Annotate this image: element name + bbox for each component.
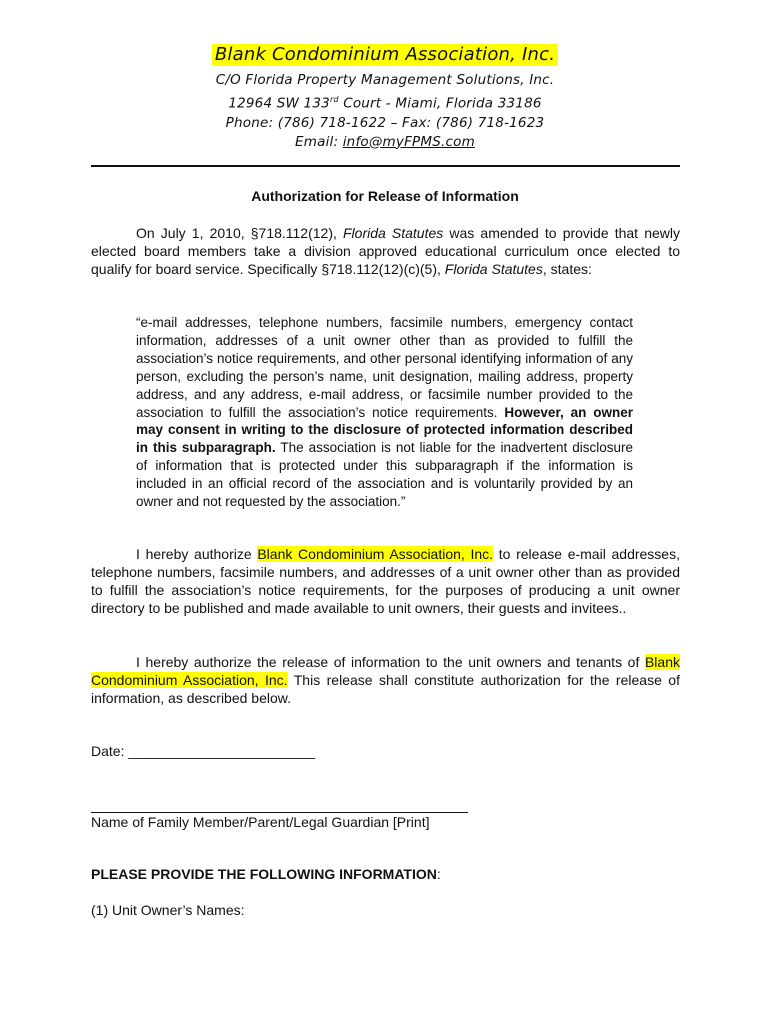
authorization-paragraph-1: I hereby authorize Blank Condominium Association, Inc. to release e-mail addresses, telephone numbers, facsimile numbers, and addresses of a unit owner other than as provided to fulfill the association’s notice requirements, for the purposes of producing a unit owner directory to be published and made available to unit owners, their guests and invitees..: [91, 546, 680, 616]
date-field[interactable]: Date: ________________________: [91, 743, 316, 759]
phone-fax-line: Phone: (786) 718-1622 – Fax: (786) 718-1623: [225, 114, 545, 131]
signature-line[interactable]: [91, 812, 468, 813]
email-link[interactable]: info@myFPMS.com: [342, 133, 475, 150]
intro-paragraph: On July 1, 2010, §718.112(12), Florida Statutes was amended to provide that newly elected board members take a division approved educational curriculum once elected to qualify for board service. Specifically §718.112(12)(c)(5), Florida Statutes, states:: [91, 225, 680, 277]
header-divider: [91, 165, 680, 167]
address-line: 12964 SW 133rd Court - Miami, Florida 33186: [228, 95, 542, 112]
statute-quote: “e-mail addresses, telephone numbers, facsimile numbers, emergency contact information, addresses of a unit owner other than as provided to fulfill the association’s notice requirements, and other personal identifying information of any person, excluding the person’s name, unit designation, mailing address, property address, and any address, e-mail address, or facsimile number provided to the association to fulfill the association’s notice requirements. However, an owner may consent in writing to the disclosure of protected information described in this subparagraph. The association is not liable for the inadvertent disclosure of information that is protected under this subparagraph if the information is included in an official record of the association and is voluntarily provided by an owner and not requested by the association.”: [136, 315, 633, 510]
unit-owner-names-label: (1) Unit Owner’s Names:: [91, 902, 245, 918]
org-name: Blank Condominium Association, Inc.: [212, 44, 558, 66]
email-line: Email: info@myFPMS.com: [295, 133, 475, 150]
care-of-line: C/O Florida Property Management Solutions, Inc.: [215, 72, 555, 88]
org-name-highlight: Blank Condominium Association, Inc.: [257, 546, 494, 562]
letterhead: [0, 44, 770, 152]
authorization-paragraph-2: I hereby authorize the release of information to the unit owners and tenants of Blank Condominium Association, Inc. This release shall constitute authorization for the release of information, as described below.: [91, 654, 680, 706]
section-heading: PLEASE PROVIDE THE FOLLOWING INFORMATION:: [91, 866, 441, 882]
org-name-highlight: Blank Condominium Association, Inc.: [91, 654, 680, 688]
signature-label: Name of Family Member/Parent/Legal Guardian [Print]: [91, 814, 430, 830]
document-title: Authorization for Release of Information: [251, 188, 519, 204]
